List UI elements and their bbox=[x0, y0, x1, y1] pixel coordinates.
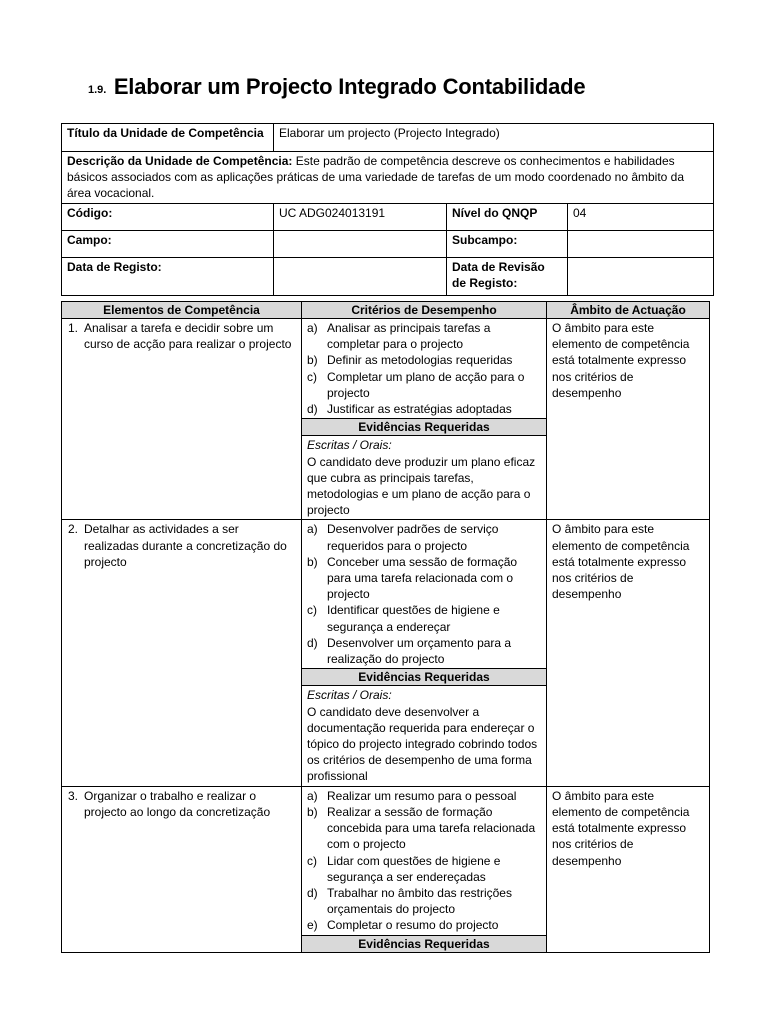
list-item bbox=[307, 320, 541, 352]
section-number: 1.9. bbox=[88, 84, 107, 96]
list-item bbox=[307, 521, 541, 553]
criteria-marker: a) bbox=[307, 321, 318, 335]
section-heading bbox=[88, 74, 585, 100]
criteria-cell bbox=[302, 520, 547, 786]
element-number: 3. bbox=[68, 788, 79, 803]
list-item bbox=[307, 401, 541, 417]
criteria-text: Completar um plano de acção para o projecto bbox=[327, 369, 525, 400]
scope-cell: O âmbito para este elemento de competência está totalmente expresso nos critérios de desempenho bbox=[547, 319, 710, 520]
criteria-list bbox=[307, 320, 541, 417]
criteria-marker: d) bbox=[307, 885, 318, 900]
table-row bbox=[62, 319, 710, 520]
element-text: Organizar o trabalho e realizar o projecto ao longo da concretização bbox=[84, 788, 271, 819]
list-item bbox=[307, 369, 541, 401]
codigo-value: UC ADG024013191 bbox=[274, 204, 447, 231]
section-title: Elaborar um Projecto Integrado Contabilidade bbox=[113, 74, 586, 99]
element-number: 2. bbox=[68, 522, 79, 537]
criteria-text: Desenvolver um orçamento para a realização do projecto bbox=[327, 635, 512, 667]
evidence-text: O candidato deve produzir um plano eficaz que cubra as principais tarefas, metodologias e um plano de acção para o projecto bbox=[307, 454, 536, 518]
list-item bbox=[307, 853, 541, 885]
criteria-subtable bbox=[302, 319, 546, 519]
header-ambito: Âmbito de Actuação bbox=[547, 302, 710, 319]
titulo-value: Elaborar um projecto (Projecto Integrado) bbox=[274, 124, 714, 152]
criteria-marker: e) bbox=[307, 918, 318, 933]
criteria-marker: a) bbox=[307, 788, 318, 803]
criteria-text: Conceber uma sessão de formação para uma tarefa relacionada com o projecto bbox=[327, 554, 518, 602]
criteria-marker: a) bbox=[307, 522, 318, 537]
criteria-text: Completar o resumo do projecto bbox=[327, 918, 499, 933]
criteria-marker: c) bbox=[307, 369, 317, 384]
criteria-text: Trabalhar no âmbito das restrições orçamentais do projecto bbox=[327, 885, 512, 917]
evidence-header: Evidências Requeridas bbox=[302, 419, 546, 436]
criteria-marker: c) bbox=[307, 603, 317, 618]
element-text: Analisar a tarefa e decidir sobre um curso de acção para realizar o projecto bbox=[84, 321, 292, 352]
registo-value bbox=[274, 258, 447, 296]
criteria-text: Desenvolver padrões de serviço requeridos para o projecto bbox=[327, 522, 499, 553]
element-text: Detalhar as actividades a ser realizadas durante a concretização do projecto bbox=[84, 522, 287, 569]
evidence-header: Evidências Requeridas bbox=[302, 935, 546, 952]
unit-info-table bbox=[61, 123, 714, 296]
list-item bbox=[307, 635, 541, 667]
subcampo-label: Subcampo: bbox=[447, 231, 568, 258]
descricao-cell bbox=[62, 152, 714, 204]
header-criterios: Critérios de Desempenho bbox=[302, 302, 547, 319]
criteria-text: Definir as metodologias requeridas bbox=[327, 353, 513, 368]
criteria-subtable bbox=[302, 787, 546, 952]
criteria-list bbox=[307, 521, 541, 667]
descricao-label: Descrição da Unidade de Competência: bbox=[67, 154, 293, 168]
criteria-text: Realizar a sessão de formação concebida para uma tarefa relacionada com o projecto bbox=[327, 804, 536, 852]
element-cell bbox=[62, 520, 302, 786]
list-item bbox=[307, 804, 541, 853]
nivel-label: Nível do QNQP bbox=[447, 204, 568, 231]
criteria-subtable bbox=[302, 520, 546, 785]
criteria-marker: b) bbox=[307, 804, 318, 819]
list-item bbox=[307, 554, 541, 603]
criteria-marker: c) bbox=[307, 853, 317, 868]
element-cell bbox=[62, 786, 302, 952]
evidence-type: Escritas / Orais: bbox=[307, 688, 392, 703]
header-elementos: Elementos de Competência bbox=[62, 302, 302, 319]
list-item bbox=[307, 885, 541, 917]
table-row bbox=[62, 786, 710, 952]
criteria-cell bbox=[302, 319, 547, 520]
registo-label: Data de Registo: bbox=[62, 258, 274, 296]
scope-cell: O âmbito para este elemento de competência está totalmente expresso nos critérios de desempenho bbox=[547, 786, 710, 952]
criteria-text: Lidar com questões de higiene e segurança a ser endereçadas bbox=[327, 853, 501, 884]
criteria-text: Justificar as estratégias adoptadas bbox=[327, 402, 512, 417]
competency-table bbox=[61, 301, 710, 953]
evidence-header: Evidências Requeridas bbox=[302, 669, 546, 686]
element-number: 1. bbox=[68, 321, 79, 335]
codigo-label: Código: bbox=[62, 204, 274, 231]
criteria-marker: b) bbox=[307, 554, 318, 569]
criteria-marker: d) bbox=[307, 635, 318, 650]
criteria-marker: b) bbox=[307, 353, 318, 368]
revisao-value bbox=[568, 258, 714, 296]
criteria-cell bbox=[302, 786, 547, 952]
nivel-value: 04 bbox=[568, 204, 714, 231]
criteria-marker: d) bbox=[307, 402, 318, 417]
titulo-label: Título da Unidade de Competência bbox=[62, 124, 274, 152]
scope-cell: O âmbito para este elemento de competência está totalmente expresso nos critérios de desempenho bbox=[547, 520, 710, 786]
descricao-value: Este padrão de competência descreve os conhecimentos e habilidades básicos associados com as aplicações práticas de uma variedade de tarefas de um modo coordenado no âmbito da área vocacional. bbox=[67, 154, 685, 200]
criteria-text: Realizar um resumo para o pessoal bbox=[327, 788, 517, 803]
subcampo-value bbox=[568, 231, 714, 258]
evidence-text: O candidato deve desenvolver a documentação requerida para endereçar o tópico do projecto integrado cobrindo todos os critérios de desempenho de uma forma profissional bbox=[307, 704, 538, 784]
campo-label: Campo: bbox=[62, 231, 274, 258]
criteria-text: Analisar as principais tarefas a completar para o projecto bbox=[327, 321, 491, 352]
revisao-label: Data de Revisão de Registo: bbox=[447, 258, 568, 296]
criteria-list bbox=[307, 788, 541, 934]
element-cell bbox=[62, 319, 302, 520]
table-row bbox=[62, 520, 710, 786]
evidence-type: Escritas / Orais: bbox=[307, 438, 392, 453]
list-item bbox=[307, 917, 541, 933]
list-item bbox=[307, 602, 541, 634]
criteria-text: Identificar questões de higiene e segurança a endereçar bbox=[327, 603, 500, 634]
campo-value bbox=[274, 231, 447, 258]
list-item bbox=[307, 352, 541, 368]
list-item bbox=[307, 788, 541, 804]
